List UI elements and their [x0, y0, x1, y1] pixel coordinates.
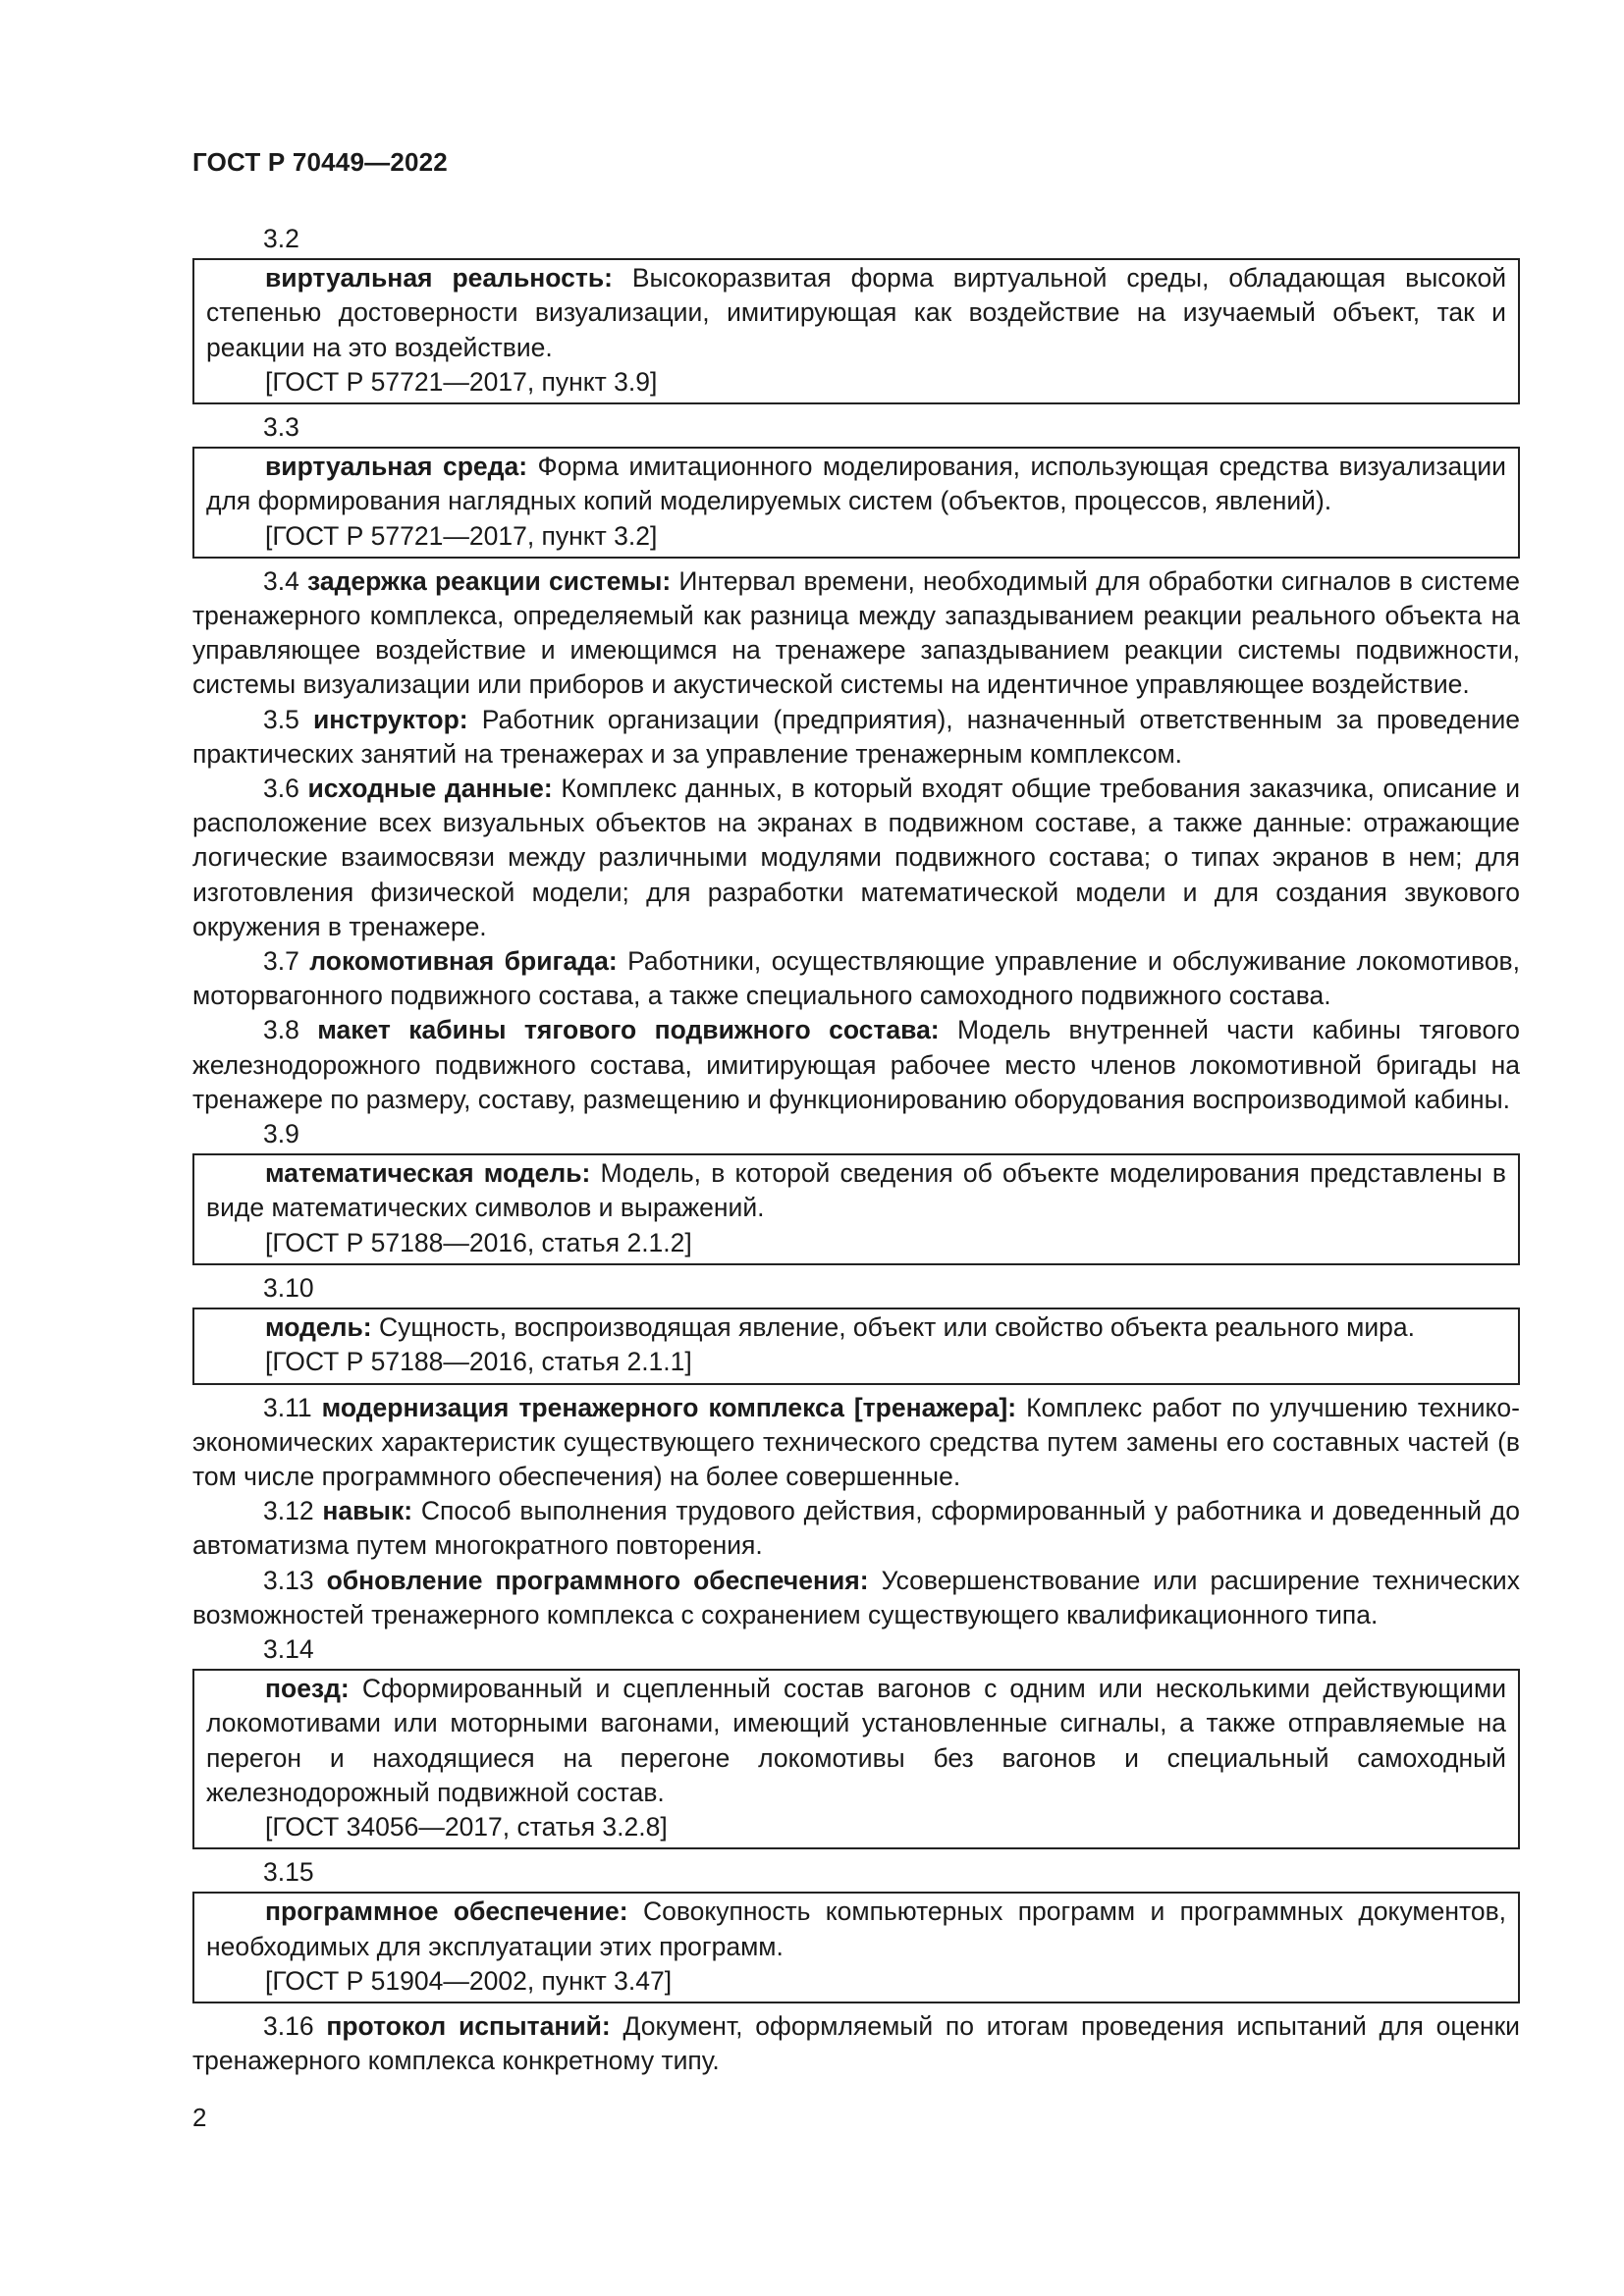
- entry-number: 3.14: [263, 1633, 314, 1664]
- definition: Способ выполнения трудового действия, сформированный у работника и доведенный до автоматизма путем многократного повторения.: [192, 1496, 1520, 1561]
- source-reference: [ГОСТ Р 51904—2002, пункт 3.47]: [265, 1965, 673, 1996]
- term: исходные данные:: [307, 774, 553, 804]
- quoted-definition-box: [192, 447, 1520, 559]
- definition-text: [206, 1895, 1506, 1963]
- entry-number: 3.16: [263, 2010, 327, 2041]
- source-reference: [ГОСТ Р 57188—2016, статья 2.1.1]: [265, 1347, 692, 1377]
- entry-number: 3.3: [263, 412, 299, 443]
- term: поезд:: [265, 1674, 350, 1704]
- quoted-definition-box: [192, 1153, 1520, 1265]
- term: виртуальная среда:: [265, 452, 528, 482]
- definition-paragraph: [192, 2009, 1520, 2078]
- source-reference: [ГОСТ Р 57721—2017, пункт 3.9]: [265, 366, 658, 397]
- source-reference: [ГОСТ Р 57188—2016, статья 2.1.2]: [265, 1227, 692, 1257]
- term: локомотивная бригада:: [309, 946, 618, 977]
- definition: Совокупность компьютерных программ и программных документов, необходимых для эксплуатации этих программ.: [206, 1896, 1507, 1961]
- definition: Модель, в которой сведения об объекте моделирования представлены в виде математических символов и выражений.: [206, 1158, 1507, 1223]
- entry-number: 3.12: [263, 1496, 323, 1526]
- definition: Модель внутренней части кабины тягового железнодорожного подвижного состава, имитирующая рабочее место членов локомотивной бригады на тренажере по размеру, составу, размещению и функционированию оборудования воспроизводимой кабины.: [192, 1015, 1521, 1114]
- term: модернизация тренажерного комплекса [тренажера]:: [321, 1392, 1017, 1422]
- entry-number: 3.11: [263, 1392, 322, 1422]
- definition-paragraph: [192, 772, 1520, 944]
- definition: Сформированный и сцепленный состав вагонов с одним или несколькими действующими локомотивами или моторными вагонами, имеющий установленные сигналы, а также отправляемые на перегон и находящиеся на перегоне локомотивы без вагонов и специальный самоходный железнодорожный подвижной состав.: [206, 1674, 1506, 1807]
- term: макет кабины тягового подвижного состава:: [317, 1015, 940, 1045]
- definition: Интервал времени, необходимый для обработки сигналов в системе тренажерного комплекса, определяемый как разница между запаздыванием реакции реального объекта на управляющее воздействие и имеющимся на тренажере запаздыванием реакции системы подвижности, системы визуализации или приборов и акустической системы на идентичное управляющее воздействие.: [192, 565, 1521, 700]
- entry-number: 3.2: [263, 224, 299, 253]
- definition: Комплекс работ по улучшению технико-экономических характеристик существующего технического средства путем замены его составных частей (в том числе программного обеспечения) на более совершенные.: [192, 1392, 1520, 1491]
- definition-text: [206, 1156, 1506, 1225]
- definition-paragraph: [192, 1391, 1520, 1495]
- page-number: 2: [192, 2103, 207, 2132]
- definition: Высокоразвитая форма виртуальной среды, обладающая высокой степенью достоверности визуализации, имитирующая как воздействие на изучаемый объект, так и реакции на это воздействие.: [206, 263, 1507, 362]
- term: задержка реакции системы:: [307, 565, 672, 596]
- definition-paragraph: [192, 564, 1520, 703]
- quoted-definition-box: [192, 1308, 1520, 1384]
- source-reference: [ГОСТ Р 57721—2017, пункт 3.2]: [265, 520, 658, 551]
- page-header-standard-id: ГОСТ Р 70449—2022: [192, 147, 448, 177]
- definition: Документ, оформляемый по итогам проведения испытаний для оценки тренажерного комплекса конкретному типу.: [192, 2010, 1520, 2076]
- term: программное обеспечение:: [265, 1896, 628, 1927]
- definition-paragraph: [192, 1564, 1520, 1632]
- definition-text: [206, 1310, 1506, 1345]
- entry-number: 3.4: [263, 565, 308, 596]
- document-body: [192, 222, 1520, 2078]
- definition: Работники, осуществляющие управление и обслуживание локомотивов, моторвагонного подвижного состава, а также специального самоходного подвижного состава.: [192, 946, 1520, 1011]
- term: виртуальная реальность:: [265, 263, 613, 294]
- definition: Комплекс данных, в который входят общие требования заказчика, описание и расположение всех визуальных объектов на экранах в подвижном составе, а также данные: отражающие логические взаимосвязи между различными модулями подвижного состава; о типах экранов в нем; для изготовления физической модели; для разработки математической модели и для создания звукового окружения в тренажере.: [192, 774, 1521, 941]
- quoted-definition-box: [192, 258, 1520, 404]
- definition: Работник организации (предприятия), назначенный ответственным за проведение практических занятий на тренажерах и за управление тренажерным комплексом.: [192, 704, 1520, 769]
- term: математическая модель:: [265, 1158, 591, 1189]
- definition-paragraph: [192, 1494, 1520, 1563]
- entry-number: 3.6: [263, 774, 308, 804]
- quoted-definition-box: [192, 1892, 1520, 2003]
- term: обновление программного обеспечения:: [326, 1565, 869, 1595]
- definition-text: [206, 450, 1506, 518]
- quoted-definition-box: [192, 1669, 1520, 1849]
- definition-paragraph: [192, 1013, 1520, 1117]
- definition-paragraph: [192, 703, 1520, 772]
- entry-number: 3.15: [263, 1857, 314, 1888]
- term: модель:: [265, 1312, 372, 1343]
- definition: Усовершенствование или расширение технических возможностей тренажерного комплекса с сохранением существующего квалификационного типа.: [192, 1565, 1520, 1629]
- entry-number: 3.9: [263, 1119, 299, 1149]
- source-reference: [ГОСТ 34056—2017, статья 3.2.8]: [265, 1811, 668, 1842]
- term: навык:: [322, 1496, 413, 1526]
- definition-text: [206, 1672, 1506, 1810]
- term: протокол испытаний:: [326, 2010, 611, 2041]
- definition-text: [206, 261, 1506, 365]
- entry-number: 3.10: [263, 1272, 314, 1303]
- entry-number: 3.13: [263, 1565, 327, 1595]
- entry-number: 3.7: [263, 946, 310, 977]
- definition: Сущность, воспроизводящая явление, объект или свойство объекта реального мира.: [371, 1312, 1415, 1343]
- definition-paragraph: [192, 944, 1520, 1013]
- term: инструктор:: [312, 704, 468, 734]
- entry-number: 3.5: [263, 704, 313, 734]
- definition: Форма имитационного моделирования, использующая средства визуализации для формирования наглядных копий моделируемых систем (объектов, процессов, явлений).: [206, 452, 1506, 516]
- entry-number: 3.8: [263, 1015, 318, 1045]
